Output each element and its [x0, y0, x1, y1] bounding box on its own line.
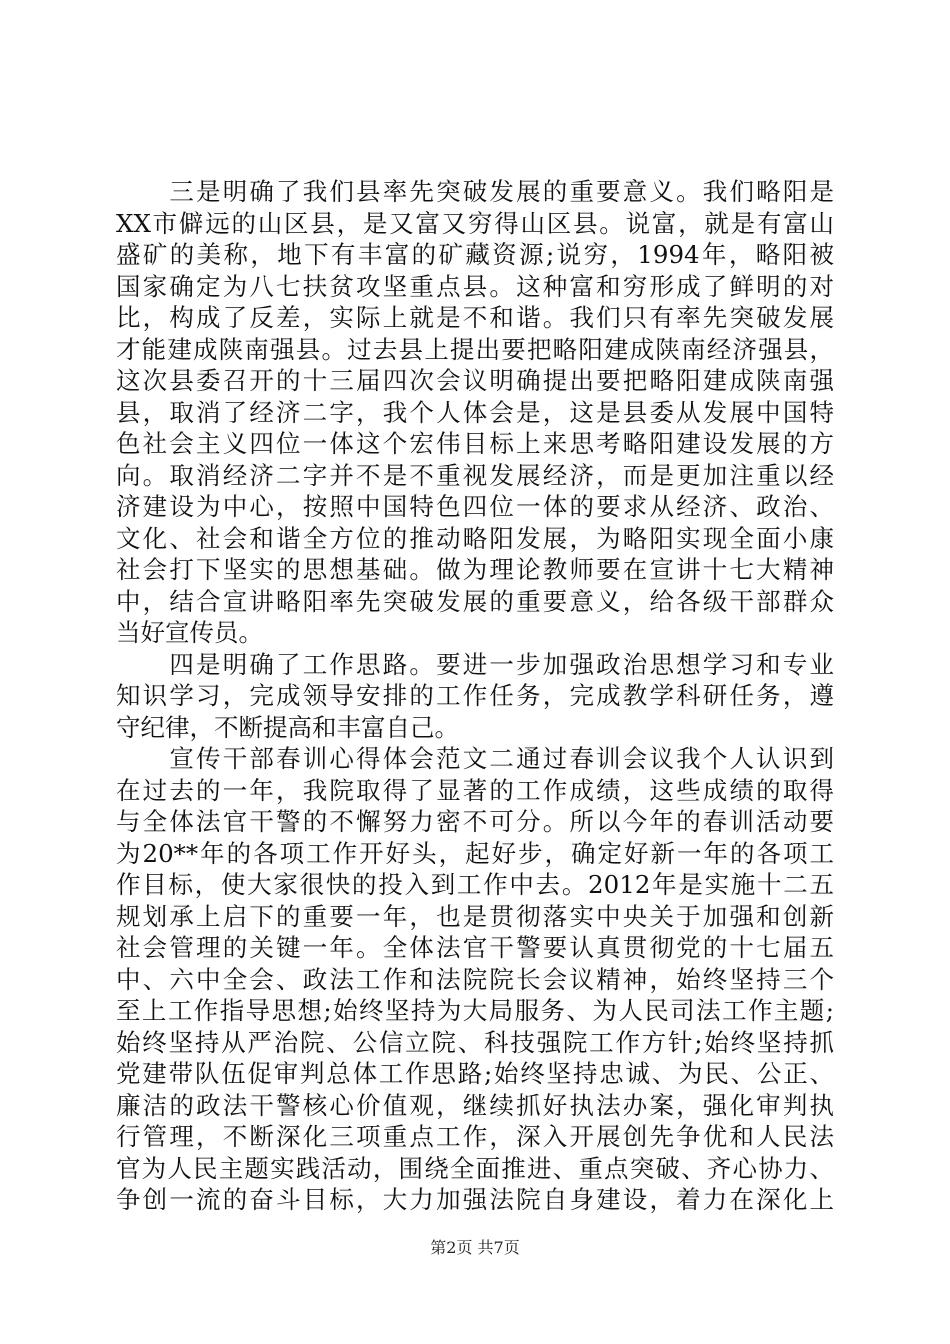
text-line: 始终坚持从严治院、公信立院、科技强院工作方针;始终坚持抓: [116, 1027, 834, 1057]
text-line: 宣传干部春训心得体会范文二通过春训会议我个人认识到: [116, 744, 834, 773]
text-line: 色社会主义四位一体这个宏伟目标上来思考略阳建设发展的方: [116, 429, 834, 458]
text-line: 规划承上启下的重要一年，也是贯彻落实中央关于加强和创新: [116, 901, 834, 931]
text-line: 廉洁的政法干警核心价值观，继续抓好执法办案，强化审判执: [116, 1090, 834, 1120]
text-line: 至上工作指导思想;始终坚持为大局服务、为人民司法工作主题;: [116, 996, 834, 1025]
text-line: 为20**年的各项工作开好头，起好步，确定好新一年的各项工: [116, 838, 834, 868]
text-line: XX市僻远的山区县，是又富又穷得山区县。说富，就是有富山: [116, 208, 834, 238]
text-line: 国家确定为八七扶贫攻坚重点县。这种富和穷形成了鲜明的对: [116, 271, 834, 301]
text-line: 比，构成了反差，实际上就是不和谐。我们只有率先突破发展: [116, 303, 834, 332]
text-line: 与全体法官干警的不懈努力密不可分。所以今年的春训活动要: [116, 807, 834, 836]
text-line: 行管理，不断深化三项重点工作，深入开展创先争优和人民法: [116, 1122, 834, 1151]
text-line: 争创一流的奋斗目标，大力加强法院自身建设，着力在深化上: [116, 1185, 834, 1214]
text-line: 县，取消了经济二字，我个人体会是，这是县委从发展中国特: [116, 397, 834, 427]
text-line: 四是明确了工作思路。要进一步加强政治思想学习和专业: [116, 649, 834, 679]
document-body: [116, 176, 834, 1216]
text-line: 在过去的一年，我院取得了显著的工作成绩，这些成绩的取得: [116, 775, 834, 805]
text-line: 三是明确了我们县率先突破发展的重要意义。我们略阳是: [116, 177, 834, 206]
page-number-label: 第2页 共7页: [430, 1238, 520, 1257]
text-line: 向。取消经济二字并不是不重视发展经济，而是更加注重以经: [116, 460, 834, 490]
text-line: 作目标，使大家很快的投入到工作中去。2012年是实施十二五: [116, 870, 834, 899]
text-lines: [116, 176, 834, 1216]
text-line: 才能建成陕南强县。过去县上提出要把略阳建成陕南经济强县，: [116, 334, 834, 364]
text-line: 守纪律，不断提高和丰富自己。: [116, 712, 459, 742]
text-line: 社会管理的关键一年。全体法官干警要认真贯彻党的十七届五: [116, 933, 834, 962]
text-line: 知识学习，完成领导安排的工作任务，完成教学科研任务，遵: [116, 681, 834, 710]
text-line: 中、六中全会、政法工作和法院院长会议精神，始终坚持三个: [116, 964, 834, 994]
text-line: 济建设为中心，按照中国特色四位一体的要求从经济、政治、: [116, 492, 834, 521]
text-line: 社会打下坚实的思想基础。做为理论教师要在宣讲十七大精神: [116, 555, 834, 584]
text-line: 当好宣传员。: [116, 618, 263, 647]
text-line: 官为人民主题实践活动，围绕全面推进、重点突破、齐心协力、: [116, 1153, 834, 1183]
text-line: 党建带队伍促审判总体工作思路;始终坚持忠诚、为民、公正、: [116, 1059, 834, 1088]
text-line: 这次县委召开的十三届四次会议明确提出要把略阳建成陕南强: [116, 366, 834, 395]
text-line: 盛矿的美称，地下有丰富的矿藏资源;说穷，1994年，略阳被: [116, 240, 834, 269]
text-line: 文化、社会和谐全方位的推动略阳发展，为略阳实现全面小康: [116, 523, 834, 553]
text-line: 中，结合宣讲略阳率先突破发展的重要意义，给各级干部群众: [116, 586, 834, 616]
page-footer: [0, 1238, 950, 1258]
